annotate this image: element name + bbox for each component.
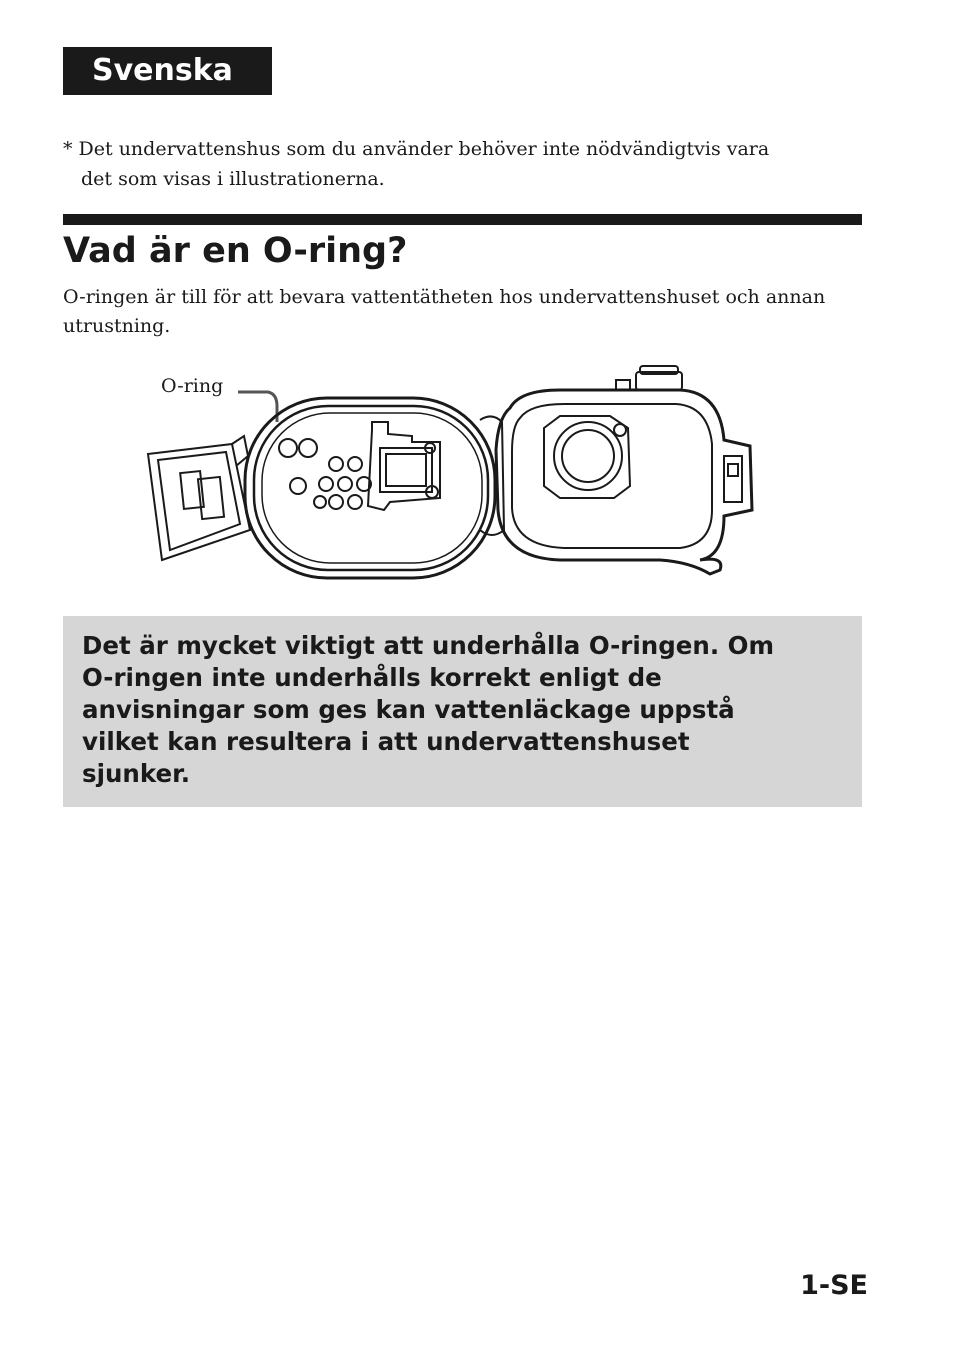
warning-line: O-ringen inte underhålls korrekt enligt de [82,663,662,692]
warning-line: vilket kan resultera i att undervattenshuset [82,727,690,756]
footnote-line-2: det som visas i illustrationerna. [81,168,385,190]
intro-paragraph: O-ringen är till för att bevara vattentätheten hos undervattenshuset och annan utrustning. [63,286,826,337]
oring-callout-label: O-ring [161,375,224,397]
warning-line: sjunker. [82,759,191,788]
right-shell [496,390,752,574]
section-divider [63,214,862,225]
language-tab: Svenska [63,47,272,95]
control-button [279,439,297,457]
warning-line: Det är mycket viktigt att underhålla O-ringen. Om [82,631,775,660]
side-latch [724,456,742,502]
page-number: 1-SE [800,1270,868,1301]
section-title: Vad är en O-ring? [63,231,408,271]
warning-line: anvisningar som ges kan vattenläckage uppstå [82,695,735,724]
oring-leader-line [238,392,277,422]
housing-illustration [140,360,760,590]
footnote [63,134,863,194]
footnote-line-1: * Det undervattenshus som du använder behöver inte nödvändigtvis vara [63,138,770,160]
warning-box [63,616,862,807]
lens-port [554,422,622,490]
